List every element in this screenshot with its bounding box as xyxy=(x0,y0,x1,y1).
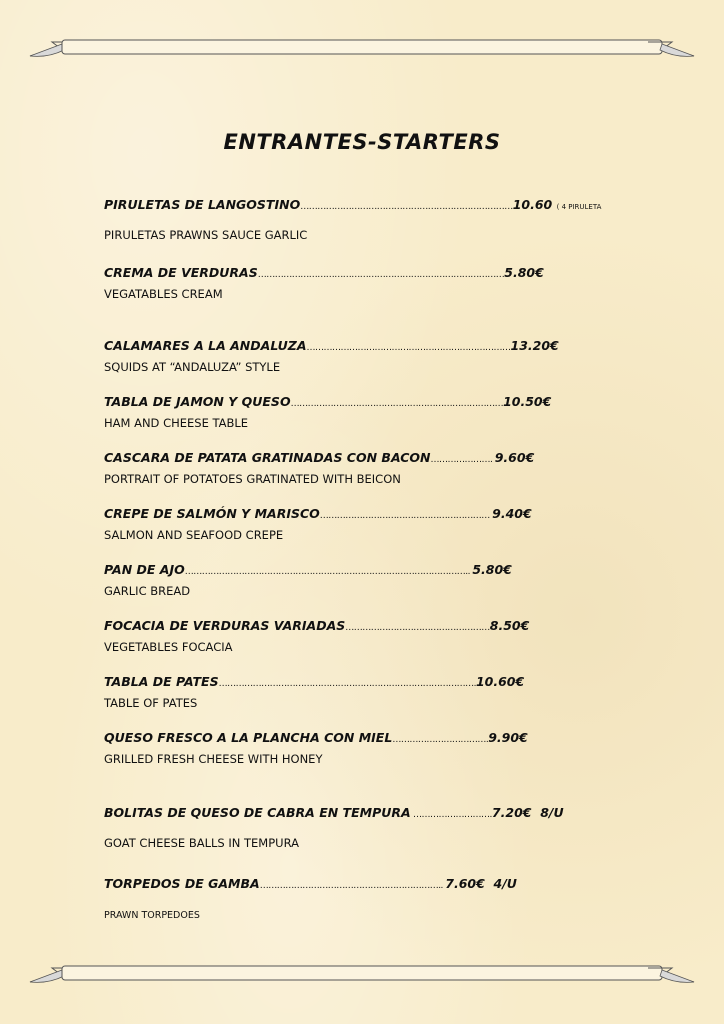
item-description: VEGATABLES CREAM xyxy=(104,287,223,301)
item-price: 10.60€ xyxy=(475,674,525,689)
item-description: GARLIC BREAD xyxy=(104,584,191,598)
item-name: CREMA DE VERDURAS xyxy=(104,265,258,280)
scroll-ornament-icon xyxy=(28,962,696,986)
item-price: 9.90€ xyxy=(488,730,528,745)
item-description: GRILLED FRESH CHEESE WITH HONEY xyxy=(104,752,323,766)
item-dots: …………………………………………………… xyxy=(319,511,493,521)
menu-item xyxy=(104,876,517,924)
item-name: FOCACIA DE VERDURAS VARIADAS xyxy=(104,618,346,633)
item-name: QUESO FRESCO A LA PLANCHA CON MIEL xyxy=(104,730,393,745)
item-price: 10.60 xyxy=(512,197,553,212)
menu-item xyxy=(104,674,524,711)
item-description: SQUIDS AT “ANDALUZA” STYLE xyxy=(104,360,281,374)
item-description: PORTRAIT OF POTATOES GRATINATED WITH BEICON xyxy=(104,472,401,486)
item-name: TABLA DE JAMON Y QUESO xyxy=(104,394,291,409)
item-name: TABLA DE PATES xyxy=(104,674,219,689)
item-price: 13.20€ xyxy=(510,338,559,353)
item-description: PRAWN TORPEDOES xyxy=(104,910,200,921)
item-name: BOLITAS DE QUESO DE CABRA EN TEMPURA xyxy=(104,805,411,820)
item-dots: ……………………………. xyxy=(392,735,489,745)
item-name: CALAMARES A LA ANDALUZA xyxy=(104,338,307,353)
item-price: 7.20€ xyxy=(491,805,532,820)
item-name: TORPEDOS DE GAMBA xyxy=(104,876,260,891)
item-dots: …………………………………………………………………………… xyxy=(257,270,505,280)
item-dots: ………………………………………………………………………………. xyxy=(218,679,476,689)
item-description: HAM AND CHEESE TABLE xyxy=(104,416,249,430)
item-price: 8.50€ xyxy=(489,618,530,633)
item-dots: ……………………………………………………………… xyxy=(306,343,511,353)
item-name: CREPE DE SALMÓN Y MARISCO xyxy=(104,506,320,521)
menu-item xyxy=(104,450,534,487)
menu-item xyxy=(104,805,564,851)
scroll-ornament-icon xyxy=(28,36,696,60)
menu-item xyxy=(104,730,528,767)
item-description: GOAT CHEESE BALLS IN TEMPURA xyxy=(104,836,299,850)
item-name: CASCARA DE PATATA GRATINADAS CON BACON xyxy=(104,450,431,465)
item-dots: ………………………………………………………………… xyxy=(300,202,513,212)
menu-item xyxy=(104,338,559,375)
item-dots: …………………………………………… xyxy=(345,623,490,633)
item-unit: 8/U xyxy=(540,805,564,820)
item-dots: …………………. xyxy=(430,455,495,465)
item-price: 10.50€ xyxy=(503,394,552,409)
menu-item xyxy=(104,265,544,302)
item-dots: ……………………………………………………….. xyxy=(259,881,446,891)
item-dots: ……………………………………………………………………………………….. xyxy=(184,567,473,577)
item-dots: ………………………………………………………………… xyxy=(290,399,504,409)
item-unit: 4/U xyxy=(493,876,517,891)
menu-item xyxy=(104,618,529,655)
item-price: 9.60€ xyxy=(494,450,535,465)
item-description: PIRULETAS PRAWNS SAUCE GARLIC xyxy=(104,228,308,242)
item-dots: ………………………. xyxy=(410,810,492,820)
page-title: ENTRANTES-STARTERS xyxy=(223,130,501,154)
menu-item xyxy=(104,506,532,543)
item-note: ( 4 PIRULETA xyxy=(556,203,602,211)
item-name: PIRULETAS DE LANGOSTINO xyxy=(104,197,301,212)
item-price: 5.80€ xyxy=(472,562,512,577)
top-scroll-banner xyxy=(28,36,696,60)
menu-item xyxy=(104,394,551,431)
item-price: 7.60€ xyxy=(445,876,485,891)
menu-item xyxy=(104,197,601,243)
item-description: TABLE OF PATES xyxy=(104,696,198,710)
bottom-scroll-banner xyxy=(28,962,696,986)
menu-item xyxy=(104,562,512,599)
item-name: PAN DE AJO xyxy=(104,562,185,577)
item-price: 9.40€ xyxy=(492,506,532,521)
item-description: VEGETABLES FOCACIA xyxy=(104,640,233,654)
item-description: SALMON AND SEAFOOD CREPE xyxy=(104,528,284,542)
item-price: 5.80€ xyxy=(504,265,544,280)
